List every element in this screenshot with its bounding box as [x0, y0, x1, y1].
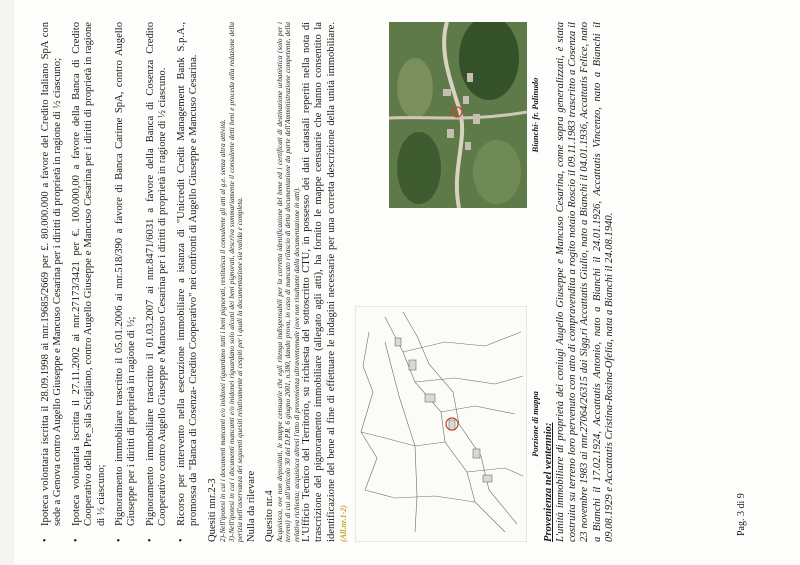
scan-edge [0, 0, 14, 565]
list-item: • Ipoteca volontaria iscritta il 28.09.1998 ai nnr.19685/2669 per £. 80.000.000 a favore del Credito Italiano SpA con sede a Genova contro Augello Giuseppe e Mancuso Cesarina per i diritti di proprietà in ragione di ½ ciascuno; [40, 22, 64, 542]
provenienza-title: Provenienza nel ventennio: [542, 422, 554, 542]
quesito-2-note: 2)-Nell'ipotesi in cui i documenti mancanti e/o inidonei riguardano tutti i beni pignorati, restituisca il consulente gli atti al g.e. senza altra attività. [219, 119, 228, 542]
aerial-photo [389, 22, 527, 208]
list-item: • Ricorso per intervento nella esecuzione immobiliare a istanza di "Unicredit Credit Management Bank S.p.A., promossa da "Banca di Cosenza- Credito Cooperativo" nei confronti di Augello Giuseppe e Mancuso Cesarina. [175, 22, 200, 542]
quesito-4-title: Quesito nr.4 [263, 490, 275, 542]
page-number: Pag. 3 di 9 [736, 493, 747, 536]
list-item: • Pignoramento immobiliare trascritto il 05.01.2006 ai nnr.518/390 a favore di Banca Carime SpA, contro Augello Giuseppe per i diritti di proprietà in ragione di ½; [114, 22, 138, 542]
aerial-photo-figure [389, 22, 540, 208]
bullet-list [40, 22, 200, 542]
quesito-3-note: 3)-Nell'ipotesi in cui i documenti mancanti e/o inidonei riguardano solo alcuni dei beni pignorati, descriva sommariamente il consulente detti beni e proceda alla redazione della perizia nell'osservanza dei seguenti quesiti relativamente ai cespiti per i quali la documentazione sia valida e completa. [227, 22, 245, 542]
quesiti-2-3-answer: Nulla da rilevare [245, 470, 257, 542]
quesiti-2-3-title: Quesiti nnr.2-3 [207, 478, 219, 542]
attachment-ref: (All.nr.1-2) [339, 505, 349, 542]
maps-row [355, 22, 540, 542]
list-item: • Ipoteca volontaria iscritta il 27.11.2002 ai nnr.27173/3421 per €. 100.000,00 a favore della Banca di Credito Cooperativo della Pre_sila Sciglianо, contro Augello Giuseppe e Mancuso Cesarina per i diritti di proprietà in ragione di ½ ciascuno; [70, 22, 107, 542]
list-item: • Pignoramento immobiliare trascritto il 01.03.2007 ai nnr.8471/6031 a favore della Banca di Cosenza Credito Cooperativo contro Augello Giuseppe e Mancuso Cesarina per i diritti di proprietà in ragione di ½ ciascuno. [144, 22, 169, 542]
cadastral-map [355, 306, 527, 542]
cadastral-map-figure [355, 306, 540, 542]
provenienza-body: L'unità immobiliare di proprietà dei coniugi Augello Giuseppe e Mancuso Cesarina, come sopra generalizzati, è stata costruita su terreno loro pervenuto con atto di compravendita a rogito notaio Roscio il 09.11.1983 trascritto a Cosenza il 23 novembre 1983 ai nnr.27064/26315 dai Sigg.ri Accattatis Giulio, nato a Bianchi il 04.01.1936, Accattatis Felice, nato a Bianchi il 17.02.1924, Accattatis Antonio, nato a Bianchi il 24.01.1926, Accattatis Vincenzo, nato a Bianchi il 09.08.1929 e Accattatis Cristina-Rosina-Ofelia, nata a Bianchi il 24.08.1940. [554, 22, 616, 542]
quesito-4-note: Acquisisca, ove non depositati, le mappe censuarie che egli ritenga indispensabili per la corretta identificazione del bene ed i certificati di destinazione urbanistica (solo per i terreni) di cui all'articolo 30 del D.P.R. 6 giugno 2001, n.380, dando prova, in caso di mancato rilascio di detta documentazione da parte dell'Amministrazione competente, della relativa richiesta; acquisisca altresì l'atto di provenienza ultraventennale (ove non risultante dalla documentazione in atti). [275, 22, 301, 542]
aerial-photo-caption: Bianchi- fr. Palinudo [529, 77, 540, 153]
cadastral-map-caption: Porzione di mappa [529, 391, 540, 457]
rotated-content [40, 22, 760, 542]
quesito-4-body: L'Ufficio Tecnico del Territorio, su richiesta del sottoscritto CTU, in possesso dei dati catastali reperiti nella nota di trascrizione del pignoramento immobiliare (allegato agli atti), ha fornito le mappe censuarie che hanno consentito la identificazione del bene al fine di effettuare le indagini necessarie per una corretta descrizione della unità immobiliare. (All.nr.1-2) [300, 22, 349, 542]
